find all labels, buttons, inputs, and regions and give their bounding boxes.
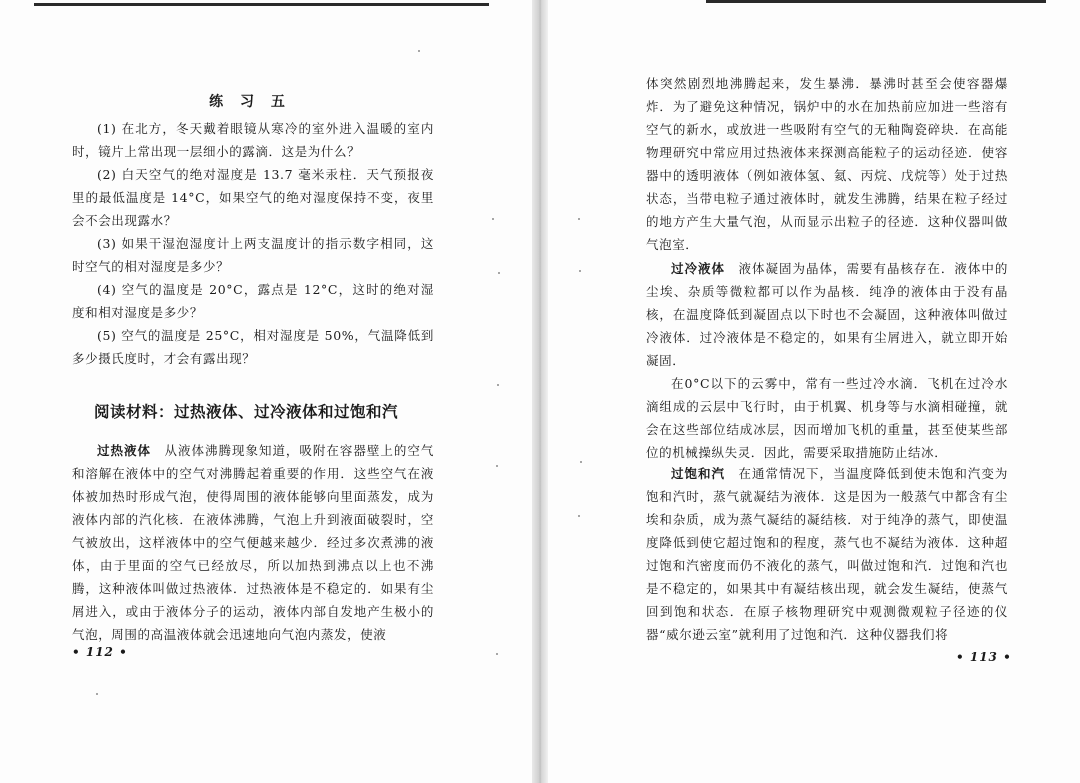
supersaturated-section [646, 462, 1008, 646]
page-number-left: • 112 • [72, 645, 128, 659]
scan-speck [496, 465, 498, 467]
superheated-section [72, 439, 434, 646]
supersaturated-paragraph [646, 462, 1008, 646]
supercooled-section [646, 257, 1008, 464]
superheated-term: 过热液体 [97, 443, 151, 458]
question-5: (5) 空气的温度是 25°C，相对湿度是 50%，气温降低到多少摄氏度时，才会有露出现？ [72, 328, 434, 366]
scan-speck [492, 218, 494, 220]
continuation-paragraph: 体突然剧烈地沸腾起来，发生暴沸．暴沸时甚至会使容器爆炸．为了避免这种情况，锅炉中的水在加热前应加进一些溶有空气的新水，或放进一些吸附有空气的无釉陶瓷碎块．在高能物理研究中常应用过热液体来探测高能粒子的运动径迹．使容器中的透明液体（例如液体氢、氦、丙烷、戊烷等）处于过热状态，当带电粒子通过液体时，就发生沸腾，结果在粒子经过的地方产生大量气泡，从而显示出粒子的径迹．这种仪器叫做气泡室． [646, 76, 1008, 252]
scan-speck [579, 270, 581, 272]
supersaturated-term: 过饱和汽 [671, 466, 725, 481]
scan-speck [578, 515, 580, 517]
exercise-questions [72, 117, 434, 370]
top-rule [706, 0, 1046, 3]
question-3: (3) 如果干湿泡湿度计上两支温度计的指示数字相同，这时空气的相对湿度是多少？ [72, 236, 434, 274]
scan-speck [96, 693, 98, 695]
supersaturated-text: 在通常情况下，当温度降低到使未饱和汽变为饱和汽时，蒸气就凝结为液体．这是因为一般蒸气中都含有尘埃和杂质，成为蒸气凝结的凝结核．对于纯净的蒸气，即使温度降低到使它超过饱和的程度，蒸气也不凝结为液体．这种超过饱和汽密度而仍不液化的蒸气，叫做过饱和汽．过饱和汽也是不稳定的，如果其中有凝结核出现，就会发生凝结，使蒸气回到饱和状态．在原子核物理研究中观测微观粒子径迹的仪器“威尔逊云室”就利用了过饱和汽．这种仪器我们将 [646, 466, 1008, 642]
scan-speck [497, 384, 499, 386]
scan-speck [496, 653, 498, 655]
scan-speck [418, 50, 420, 52]
scan-speck [578, 218, 580, 220]
superheated-text: 从液体沸腾现象知道，吸附在容器壁上的空气和溶解在液体中的空气对沸腾起着重要的作用．这些空气在液体被加热时形成气泡，使得周围的液体能够向里面蒸发，成为液体内部的汽化核．在液体沸腾，气泡上升到液面破裂时，空气被放出，这样液体中的空气便越来越少．经过多次煮沸的液体，由于里面的空气已经放尽，所以加热到沸点以上也不沸腾，这种液体叫做过热液体．过热液体是不稳定的．如果有尘屑进入，或由于液体分子的运动，液体内部自发地产生极小的气泡，周围的高温液体就会迅速地向气泡内蒸发，使液 [72, 443, 434, 642]
left-page [0, 0, 532, 783]
superheated-continuation [646, 72, 1008, 256]
question-1: (1) 在北方，冬天戴着眼镜从寒冷的室外进入温暖的室内时，镜片上常出现一层细小的露滴．这是为什么？ [72, 121, 434, 159]
scan-speck [580, 461, 582, 463]
page-number-right: • 113 • [956, 650, 1012, 664]
question-2: (2) 白天空气的绝对湿度是 13.7 毫米汞柱．天气预报夜里的最低温度是 14°C，如果空气的绝对湿度保持不变，夜里会不会出现露水？ [72, 167, 434, 228]
supercooled-text: 液体凝固为晶体，需要有晶核存在．液体中的尘埃、杂质等微粒都可以作为晶核．纯净的液体由于没有晶核，在温度降低到凝固点以下时也不会凝固，这种液体叫做过冷液体．过冷液体是不稳定的，如果有尘屑进入，就立即开始凝固． [646, 261, 1008, 368]
question-4: (4) 空气的温度是 20°C，露点是 12°C，这时的绝对湿度和相对湿度是多少？ [72, 282, 434, 320]
top-rule [34, 3, 489, 6]
book-gutter [532, 0, 548, 783]
supercooled-paragraph [646, 257, 1008, 372]
reading-material-title: 阅读材料：过热液体、过冷液体和过饱和汽 [94, 403, 399, 421]
exercise-title: 练 习 五 [209, 94, 291, 110]
supercooled-term: 过冷液体 [671, 261, 725, 276]
right-page [548, 0, 1080, 783]
scan-speck [498, 272, 500, 274]
cloud-paragraph: 在0°C以下的云雾中，常有一些过冷水滴．飞机在过冷水滴组成的云层中飞行时，由于机翼、机身等与水滴相碰撞，就会在这些部位结成冰层，因而增加飞机的重量，甚至使某些部位的机械操纵失灵．因此，需要采取措施防止结冰． [646, 376, 1008, 460]
superheated-paragraph [72, 439, 434, 646]
